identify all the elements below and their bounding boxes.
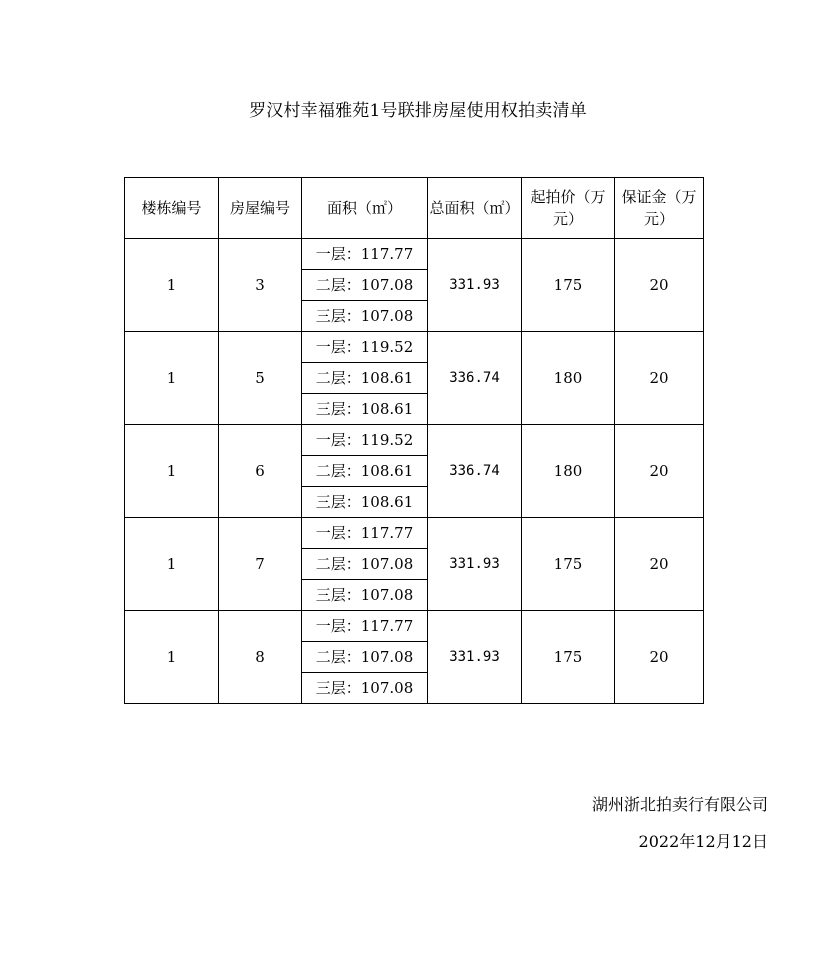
table-row xyxy=(125,239,704,270)
header-area: 面积（㎡） xyxy=(302,178,428,239)
cell-building: 1 xyxy=(125,425,219,518)
cell-floor-area: 一层：117.77 xyxy=(302,239,428,270)
cell-start-price: 180 xyxy=(522,332,615,425)
cell-floor-area: 一层：119.52 xyxy=(302,425,428,456)
cell-total-area: 336.74 xyxy=(428,332,522,425)
header-building: 楼栋编号 xyxy=(125,178,219,239)
cell-start-price: 175 xyxy=(522,611,615,704)
cell-floor-area: 三层：107.08 xyxy=(302,301,428,332)
cell-floor-area: 二层：108.61 xyxy=(302,456,428,487)
cell-total-area: 331.93 xyxy=(428,518,522,611)
auction-list-table xyxy=(124,177,704,704)
cell-floor-area: 三层：108.61 xyxy=(302,487,428,518)
document-date: 2022年12月12日 xyxy=(638,832,768,851)
cell-house-no: 3 xyxy=(219,239,302,332)
cell-deposit: 20 xyxy=(615,425,704,518)
cell-start-price: 175 xyxy=(522,518,615,611)
table-row xyxy=(125,611,704,642)
cell-start-price: 180 xyxy=(522,425,615,518)
cell-building: 1 xyxy=(125,239,219,332)
cell-deposit: 20 xyxy=(615,518,704,611)
cell-deposit: 20 xyxy=(615,239,704,332)
cell-house-no: 6 xyxy=(219,425,302,518)
cell-total-area: 331.93 xyxy=(428,239,522,332)
cell-building: 1 xyxy=(125,518,219,611)
cell-floor-area: 二层：107.08 xyxy=(302,270,428,301)
table-row xyxy=(125,332,704,363)
cell-floor-area: 一层：117.77 xyxy=(302,518,428,549)
header-house-no: 房屋编号 xyxy=(219,178,302,239)
cell-deposit: 20 xyxy=(615,611,704,704)
header-deposit: 保证金（万元） xyxy=(615,178,704,239)
table-header-row xyxy=(125,178,704,239)
cell-house-no: 5 xyxy=(219,332,302,425)
cell-house-no: 7 xyxy=(219,518,302,611)
cell-total-area: 336.74 xyxy=(428,425,522,518)
table-row xyxy=(125,425,704,456)
cell-total-area: 331.93 xyxy=(428,611,522,704)
company-name: 湖州浙北拍卖行有限公司 xyxy=(591,795,768,814)
cell-floor-area: 三层：107.08 xyxy=(302,580,428,611)
cell-floor-area: 三层：108.61 xyxy=(302,394,428,425)
cell-floor-area: 一层：119.52 xyxy=(302,332,428,363)
header-total-area: 总面积（㎡） xyxy=(428,178,522,239)
table-row xyxy=(125,518,704,549)
document-title: 罗汉村幸福雅苑1号联排房屋使用权拍卖清单 xyxy=(249,101,587,121)
cell-building: 1 xyxy=(125,611,219,704)
cell-house-no: 8 xyxy=(219,611,302,704)
header-start-price: 起拍价（万元） xyxy=(522,178,615,239)
cell-floor-area: 二层：107.08 xyxy=(302,549,428,580)
cell-floor-area: 一层：117.77 xyxy=(302,611,428,642)
cell-building: 1 xyxy=(125,332,219,425)
cell-floor-area: 三层：107.08 xyxy=(302,673,428,704)
cell-deposit: 20 xyxy=(615,332,704,425)
cell-floor-area: 二层：107.08 xyxy=(302,642,428,673)
cell-start-price: 175 xyxy=(522,239,615,332)
cell-floor-area: 二层：108.61 xyxy=(302,363,428,394)
